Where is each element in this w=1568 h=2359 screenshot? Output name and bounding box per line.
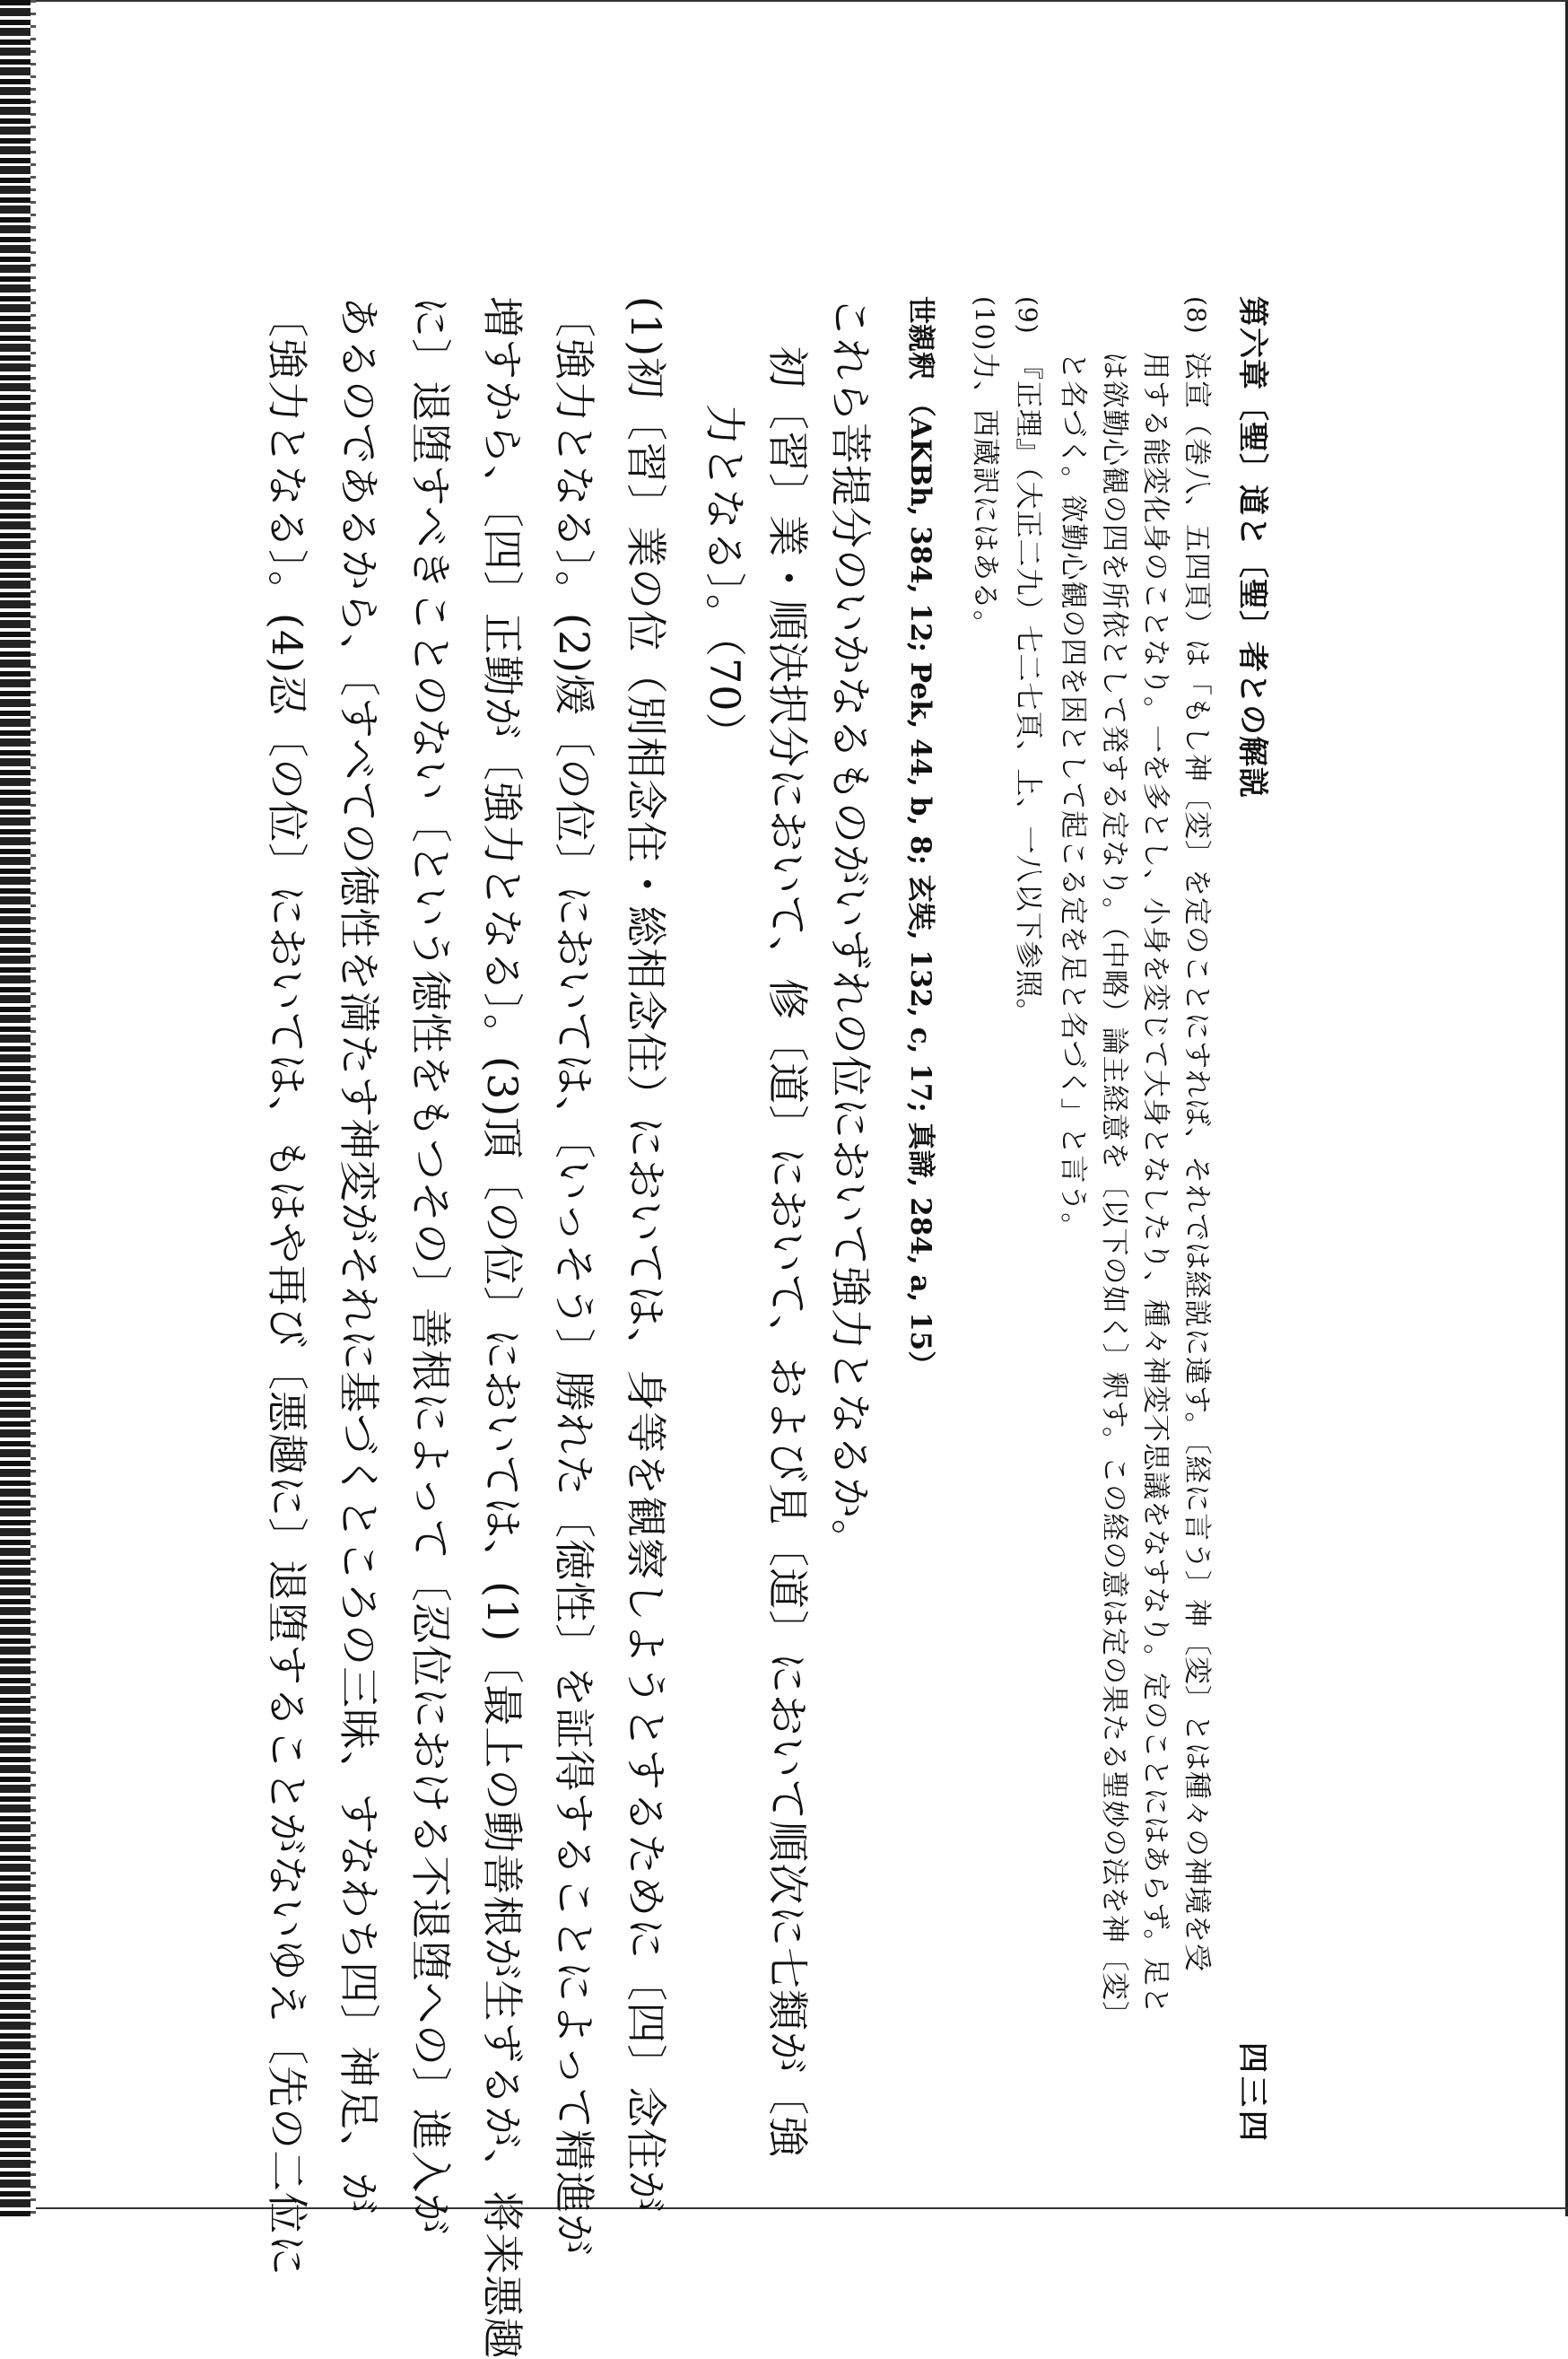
body-line-5: あるのであるから、〔すべての徳性を満たす神変がそれに基づくところの三昧、すなわち四〕神足、が	[335, 296, 383, 2215]
binding-shadow	[30, 0, 36, 2216]
chapter-header: 第六章〔聖〕道と〔聖〕者との解説	[1234, 296, 1270, 799]
note-8-line-1: (8)法宣（巻八、五四頁）は「もし神〔変〕を定のことにすれば、それでは経説に違す。〔経に言う〕神〔変〕とは種々の神境を受	[1180, 296, 1213, 1973]
verse-line-2: 初〔習〕業・順決択分において、修〔道〕において、および見〔道〕において順次に七類が〔強	[763, 346, 812, 2159]
note-8-line-2: 用する能変化身のことなり。一を多とし、小身を変じて大身となしたり、種々神変不思議をなすなり。定のことにはあらず。足と	[1139, 352, 1172, 2015]
body-line-6: 〔強力となる〕。(4)忍〔の位〕においては、もはや再び〔悪趣に〕退堕することがないゆえ〔先の二位に	[263, 296, 311, 2277]
note-8-line-4: と名づく。欲勤心観の四を因として起こる定を足と名づく」と言う。	[1057, 352, 1089, 1242]
note-8-line-3: は欲勤心観の四を所依として発する定なり。（中略）論主経意を〔以下の如く〕釈す。この経の意は定の果たる聖妙の法を神〔変〕	[1098, 352, 1130, 2031]
verse-line-1: これら菩提分のいかなるものがいずれの位において強力となるか。	[826, 296, 875, 1561]
page-edge-top	[36, 0, 1568, 2]
body-line-4: に〕退堕すべきことのない〔という徳性をもつその〕善根によって〔忍位における不退堕への〕進入が	[406, 296, 455, 2236]
binding-edge	[0, 0, 30, 2216]
note-number: (9)	[1013, 296, 1042, 335]
note-number: (8)	[1181, 296, 1211, 335]
body-line-1: (1)初〔習〕業の位（別相念住・総相念住）においては、身等を観察しようとするために〔四〕念住が	[622, 296, 670, 2214]
page-number: 四三四	[1234, 2042, 1270, 2145]
commentary-citation: （AKBh, 384, 12; Pek, 44, b, 8; 玄奘, 132, c, 17; 真諦, 284, a, 15）	[904, 389, 936, 1379]
note-9: (9)『正理』（大正二九）七二七頁、上、一八以下参照。	[1012, 296, 1044, 1027]
commentary-heading	[903, 296, 944, 1378]
verse-line-3: 力となる〕。（70）	[701, 404, 749, 755]
commentary-label: 世親釈	[904, 296, 936, 380]
rotated-page-content	[237, 296, 1277, 2359]
note-10: (10)力、西蔵訳にはある。	[969, 296, 1001, 639]
body-line-2: 〔強力となる〕。(2)煖〔の位〕においては、〔いっそう〕勝れた〔徳性〕を証得することによって精進が	[550, 296, 598, 2257]
note-number: (10)	[970, 296, 999, 352]
body-line-3: 増すから、〔四〕正勤が〔強力となる〕。(3)頂〔の位〕においては、(1)〔最上の動善根が生ずるが、将来悪趣	[478, 296, 527, 2359]
